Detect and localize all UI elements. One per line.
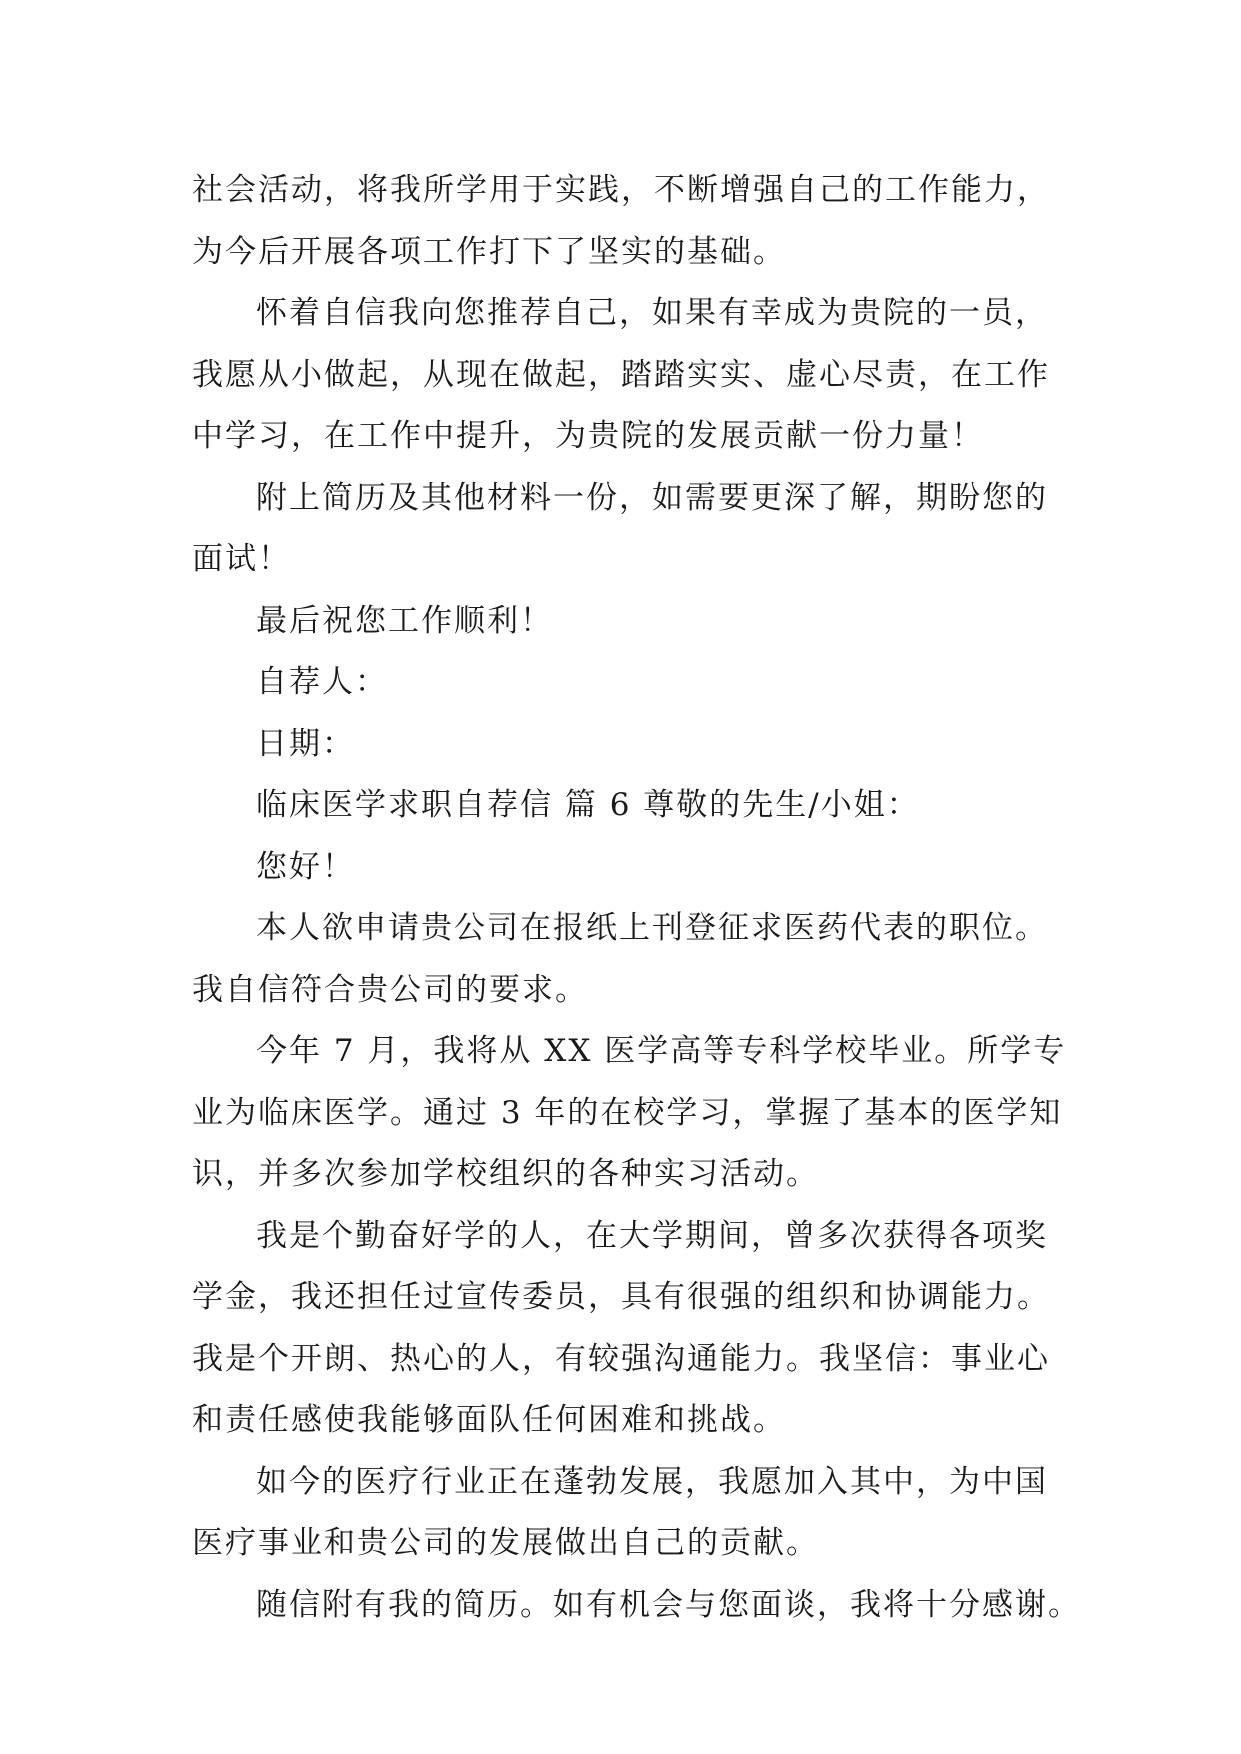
greeting: 您好！	[256, 848, 355, 885]
text-line: 业为临床医学。通过 3 年的在校学习，掌握了基本的医学知	[192, 1094, 1063, 1131]
text-line: 今年 7 月，我将从 XX 医学高等专科学校毕业。所学专	[256, 1033, 1067, 1069]
text-line: 中学习，在工作中提升，为贵院的发展贡献一份力量！	[192, 418, 984, 454]
text-line: 学金，我还担任过宣传委员，具有很强的组织和协调能力。	[192, 1279, 1050, 1315]
date-label: 日期：	[256, 725, 355, 762]
text-line: 医疗事业和贵公司的发展做出自己的贡献。	[192, 1525, 819, 1561]
text-line: 附上简历及其他材料一份，如需要更深了解，期盼您的	[256, 479, 1048, 516]
signature-label: 自荐人：	[256, 664, 388, 700]
text-line: 我是个开朗、热心的人，有较强沟通能力。我坚信：事业心	[192, 1340, 1050, 1377]
text-line: 面试！	[192, 541, 291, 577]
text-line: 我是个勤奋好学的人，在大学期间，曾多次获得各项奖	[256, 1217, 1048, 1254]
text-line: 如今的医疗行业正在蓬勃发展，我愿加入其中，为中国	[256, 1463, 1048, 1500]
letter-body	[192, 160, 1081, 1636]
text-line: 和责任感使我能够面队任何困难和挑战。	[192, 1402, 786, 1438]
text-line: 我愿从小做起，从现在做起，踏踏实实、虚心尽责，在工作	[192, 356, 1050, 393]
text-line: 随信附有我的简历。如有机会与您面谈，我将十分感谢。	[256, 1586, 1081, 1623]
text-line: 社会活动，将我所学用于实践，不断增强自己的工作能力，	[192, 172, 1050, 208]
text-line: 怀着自信我向您推荐自己，如果有幸成为贵院的一员，	[256, 295, 1048, 331]
text-line: 我自信符合贵公司的要求。	[192, 971, 588, 1008]
section-heading: 临床医学求职自荐信 篇 6 尊敬的先生/小姐：	[256, 787, 920, 823]
text-line: 最后祝您工作顺利！	[256, 602, 553, 639]
text-line: 为今后开展各项工作打下了坚实的基础。	[192, 233, 786, 270]
text-line: 识，并多次参加学校组织的各种实习活动。	[192, 1156, 819, 1192]
text-line: 本人欲申请贵公司在报纸上刊登征求医药代表的职位。	[256, 910, 1048, 946]
